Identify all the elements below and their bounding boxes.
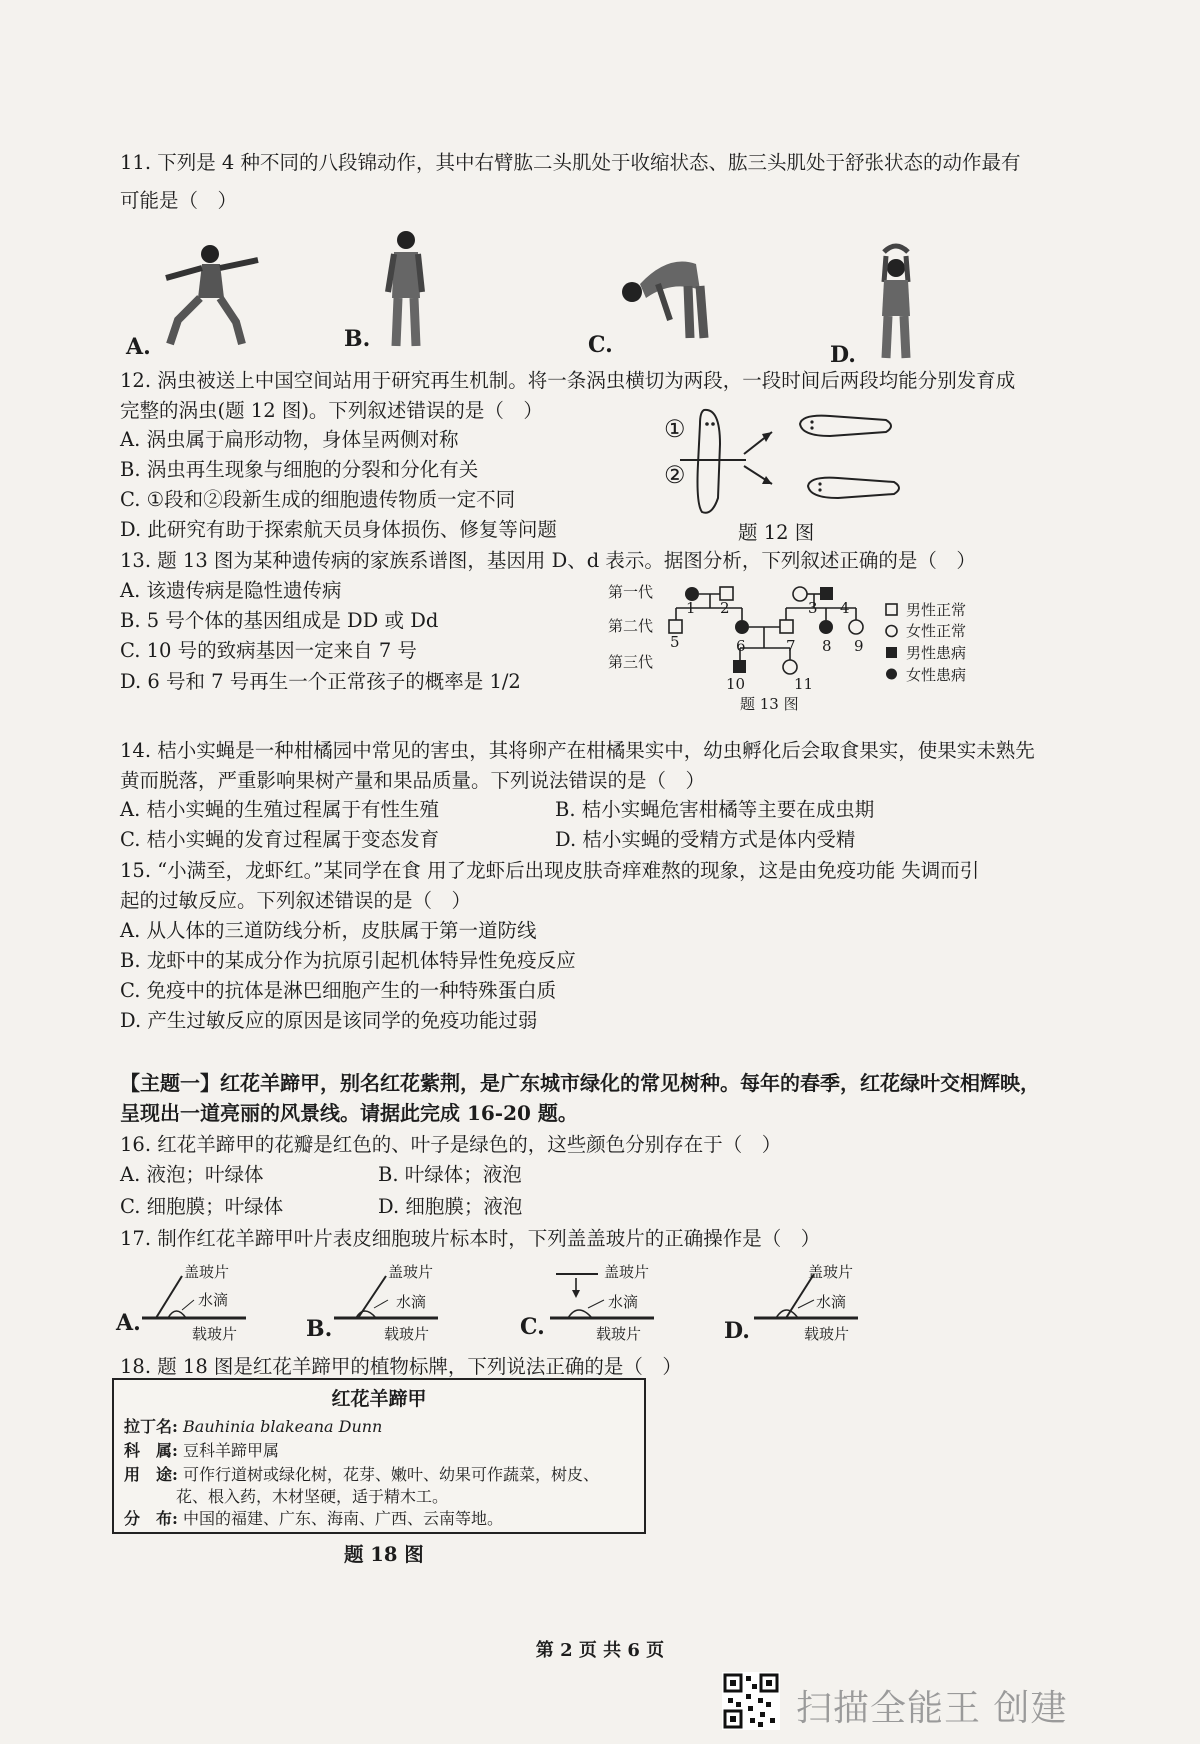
q12-fig-caption: 题 12 图 xyxy=(738,521,815,544)
q13-stem: 13. 题 13 图为某种遗传病的家族系谱图，基因用 D、d 表示。据图分析，下列叙述正确的是（ ） xyxy=(120,549,976,572)
q14-option-d: D. 桔小实蝇的受精方式是体内受精 xyxy=(555,828,856,851)
q18-stem: 18. 题 18 图是红花羊蹄甲的植物标牌，下列说法正确的是（ ） xyxy=(120,1355,682,1378)
q17-d-cover: 盖玻片 xyxy=(808,1263,854,1281)
q17-label-d: D. xyxy=(724,1318,750,1344)
q11-stem-line1: 11. 下列是 4 种不同的八段锦动作，其中右臂肱二头肌处于收缩状态、肱三头肌处于舒张状态的动作最有 xyxy=(120,151,1021,174)
q16-option-d: D. 细胞膜；液泡 xyxy=(378,1195,523,1218)
scanner-watermark: 扫描全能王 创建 xyxy=(796,1688,1068,1729)
q12-option-c: C. ①段和②段新生成的细胞遗传物质一定不同 xyxy=(120,488,516,511)
plant-sign-family xyxy=(124,1440,279,1462)
plant-sign-distribution xyxy=(124,1508,503,1530)
page-number: 第 2 页 共 6 页 xyxy=(535,1640,665,1661)
q11-stem-line2: 可能是（ ） xyxy=(120,189,238,212)
q14-option-a: A. 桔小实蝇的生殖过程属于有性生殖 xyxy=(120,798,439,821)
q15-option-a: A. 从人体的三道防线分析，皮肤属于第一道防线 xyxy=(120,919,537,942)
q11-label-b: B. xyxy=(344,326,371,352)
theme-line1: 【主题一】红花羊蹄甲，别名红花紫荆，是广东城市绿化的常见树种。每年的春季，红花绿叶交相辉映， xyxy=(120,1071,1040,1095)
q12-stem-line2: 完整的涡虫(题 12 图)。下列叙述错误的是（ ） xyxy=(120,399,543,422)
q13-option-c: C. 10 号的致病基因一定来自 7 号 xyxy=(120,639,417,662)
plant-sign-latin xyxy=(124,1416,382,1438)
q13-num-8: 8 xyxy=(822,637,832,655)
q13-num-6: 6 xyxy=(736,637,746,655)
q13-gen3-label: 第三代 xyxy=(608,653,654,671)
q17-c-cover: 盖玻片 xyxy=(604,1263,650,1281)
plant-sign-use xyxy=(124,1464,599,1486)
q12-fig-mark-1: ① xyxy=(664,415,686,443)
q13-legend-female-normal: 女性正常 xyxy=(906,622,967,640)
theme-line2: 呈现出一道亮丽的风景线。请据此完成 16-20 题。 xyxy=(120,1101,578,1125)
use-line2: 花、根入药，木材坚硬，适于精木工。 xyxy=(176,1487,449,1506)
use-label: 用 途: xyxy=(124,1465,178,1484)
q12-option-b: B. 涡虫再生现象与细胞的分裂和分化有关 xyxy=(120,458,479,481)
q13-legend-symbols xyxy=(884,602,900,690)
q12-flatworm-figure xyxy=(660,404,910,520)
q11-label-d: D. xyxy=(830,342,856,368)
q11-label-c: C. xyxy=(588,332,613,358)
q17-label-a: A. xyxy=(116,1310,141,1336)
q17-a-slide: 载玻片 xyxy=(192,1325,238,1343)
q11-label-a: A. xyxy=(126,334,151,360)
q14-option-b: B. 桔小实蝇危害柑橘等主要在成虫期 xyxy=(555,798,875,821)
family-value: 豆科羊蹄甲属 xyxy=(183,1441,280,1460)
q14-option-c: C. 桔小实蝇的发育过程属于变态发育 xyxy=(120,828,440,851)
plant-sign-title: 红花羊蹄甲 xyxy=(331,1388,427,1410)
q12-option-a: A. 涡虫属于扁形动物，身体呈两侧对称 xyxy=(120,428,459,451)
q14-stem-line1: 14. 桔小实蝇是一种柑橘园中常见的害虫，其将卵产在柑橘果实中，幼虫孵化后会取食果实，使果实未熟先 xyxy=(120,739,1035,762)
q15-option-c: C. 免疫中的抗体是淋巴细胞产生的一种特殊蛋白质 xyxy=(120,979,557,1002)
q13-option-b: B. 5 号个体的基因组成是 DD 或 Dd xyxy=(120,609,439,632)
q17-a-drop: 水滴 xyxy=(198,1291,229,1309)
q11-figure-b xyxy=(370,228,440,354)
q17-label-c: C. xyxy=(520,1314,545,1340)
q16-stem: 16. 红花羊蹄甲的花瓣是红色的、叶子是绿色的，这些颜色分别存在于（ ） xyxy=(120,1133,782,1156)
q11-figure-a xyxy=(158,240,268,352)
q16-option-b: B. 叶绿体；液泡 xyxy=(378,1163,522,1186)
q11-figure-d xyxy=(860,242,932,364)
q13-num-9: 9 xyxy=(854,637,864,655)
q16-option-a: A. 液泡；叶绿体 xyxy=(120,1163,264,1186)
q13-num-3: 3 xyxy=(808,599,818,617)
q13-num-11: 11 xyxy=(794,675,814,693)
q15-option-b: B. 龙虾中的某成分作为抗原引起机体特异性免疫反应 xyxy=(120,949,576,972)
q13-num-7: 7 xyxy=(786,637,796,655)
q13-fig-caption: 题 13 图 xyxy=(740,695,799,713)
q17-stem: 17. 制作红花羊蹄甲叶片表皮细胞玻片标本时，下列盖盖玻片的正确操作是（ ） xyxy=(120,1227,821,1250)
q12-option-d: D. 此研究有助于探索航天员身体损伤、修复等问题 xyxy=(120,518,557,541)
q13-num-4: 4 xyxy=(840,599,850,617)
qr-code-icon xyxy=(722,1672,780,1730)
q17-a-cover: 盖玻片 xyxy=(184,1263,230,1281)
q13-option-a: A. 该遗传病是隐性遗传病 xyxy=(120,579,342,602)
q13-num-10: 10 xyxy=(726,675,746,693)
q15-stem-line2: 起的过敏反应。下列叙述错误的是（ ） xyxy=(120,889,472,912)
q13-gen2-label: 第二代 xyxy=(608,617,654,635)
use-line1: 可作行道树或绿化树，花芽、嫩叶、幼果可作蔬菜，树皮、 xyxy=(183,1465,600,1484)
q17-b-drop: 水滴 xyxy=(396,1293,427,1311)
plant-sign xyxy=(112,1378,646,1534)
q17-d-slide: 载玻片 xyxy=(804,1325,850,1343)
q17-d-drop: 水滴 xyxy=(816,1293,847,1311)
dist-label: 分 布: xyxy=(124,1509,178,1528)
latin-value: Bauhinia blakeana Dunn xyxy=(183,1417,383,1436)
q17-c-drop: 水滴 xyxy=(608,1293,639,1311)
q17-label-b: B. xyxy=(306,1316,333,1342)
dist-value: 中国的福建、广东、海南、广西、云南等地。 xyxy=(183,1509,504,1528)
latin-label: 拉丁名: xyxy=(124,1417,178,1436)
q13-legend-male-normal: 男性正常 xyxy=(906,601,967,619)
q13-num-1: 1 xyxy=(686,599,696,617)
q18-fig-caption: 题 18 图 xyxy=(344,1543,424,1566)
q12-stem-line1: 12. 涡虫被送上中国空间站用于研究再生机制。将一条涡虫横切为两段，一段时间后两段均能分别发育成 xyxy=(120,369,1016,392)
q13-gen1-label: 第一代 xyxy=(608,583,654,601)
q12-fig-mark-2: ② xyxy=(664,461,686,489)
q13-legend-female-affected: 女性患病 xyxy=(906,666,967,684)
q16-option-c: C. 细胞膜；叶绿体 xyxy=(120,1195,284,1218)
q17-b-slide: 载玻片 xyxy=(384,1325,430,1343)
family-label: 科 属: xyxy=(124,1441,178,1460)
q17-c-slide: 载玻片 xyxy=(596,1325,642,1343)
q15-option-d: D. 产生过敏反应的原因是该同学的免疫功能过弱 xyxy=(120,1009,538,1032)
q13-num-2: 2 xyxy=(720,599,730,617)
q17-b-cover: 盖玻片 xyxy=(388,1263,434,1281)
q13-legend-male-affected: 男性患病 xyxy=(906,644,967,662)
q11-figure-c xyxy=(618,250,718,346)
q14-stem-line2: 黄而脱落，严重影响果树产量和果品质量。下列说法错误的是（ ） xyxy=(120,769,706,792)
q13-num-5: 5 xyxy=(670,633,680,651)
q15-stem-line1: 15. “小满至，龙虾红。”某同学在食 用了龙虾后出现皮肤奇痒难熬的现象，这是由免疫功能 失调而引 xyxy=(120,859,980,882)
q13-option-d: D. 6 号和 7 号再生一个正常孩子的概率是 1/2 xyxy=(120,670,521,693)
